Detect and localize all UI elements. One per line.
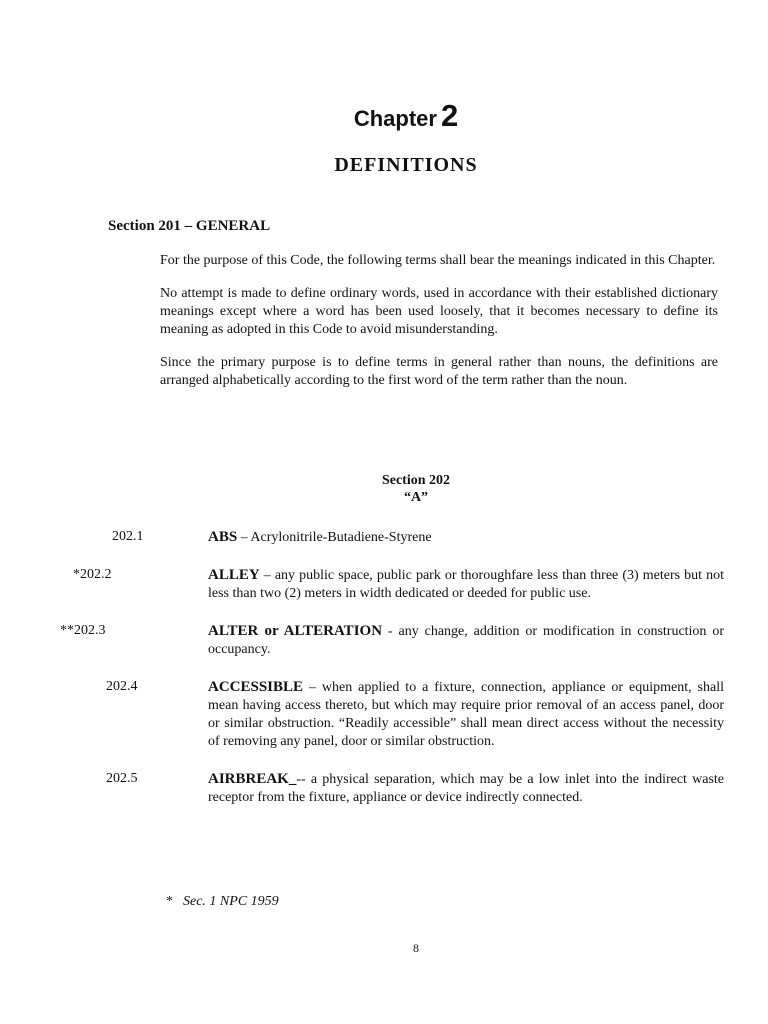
section-201-title: Section 201 – GENERAL [108, 218, 271, 234]
definition-body [208, 566, 724, 603]
definition-term: ALTER or ALTERATION [208, 623, 383, 639]
definition-number: 202.1 [112, 529, 144, 544]
definitions-heading: DEFINITIONS [334, 154, 478, 176]
definition-item [60, 678, 724, 751]
chapter-label: Chapter [353, 106, 437, 131]
definition-text: – any public space, public park or thoroughfare less than three (3) meters but not less than two (2) meters in width dedicated or deeded for public use. [208, 568, 724, 601]
definition-item [60, 566, 724, 603]
definition-term: ACCESSIBLE [208, 679, 304, 695]
section-202-heading [0, 472, 768, 506]
definition-item [60, 528, 724, 547]
footnote-text: Sec. 1 NPC 1959 [183, 894, 279, 909]
intro-paragraph: Since the primary purpose is to define terms in general rather than nouns, the definitions are arranged alphabetically according to the first word of the term rather than the noun. [160, 355, 718, 388]
definition-number: 202.5 [106, 771, 138, 786]
definition-body [208, 770, 724, 807]
section-202-letter: “A” [403, 490, 429, 505]
section-202-title: Section 202 [381, 473, 451, 488]
page-number: 8 [413, 941, 419, 955]
intro-paragraph: No attempt is made to define ordinary words, used in accordance with their established dictionary meanings except where a word has been used loosely, that it becomes necessary to define its meaning as adopted in this Code to avoid misunderstanding. [160, 286, 718, 337]
definition-term: ABS [208, 529, 238, 545]
definition-body [208, 678, 724, 751]
chapter-number: 2 [440, 98, 459, 133]
definition-number: 202.4 [106, 679, 138, 694]
definition-term: ALLEY [208, 567, 260, 583]
definition-item [60, 770, 724, 807]
definition-text: – when applied to a fixture, connection, appliance or equipment, shall mean having access thereto, but which may require prior removal of an access panel, door or similar obstruction. “Readily accessible” shall mean direct access without the necessity of removing any panel, door or similar obstruction. [208, 680, 724, 749]
definitions-list [60, 528, 724, 826]
footnote [166, 893, 279, 911]
definition-number: **202.3 [60, 623, 106, 638]
footnote-marker: * [166, 894, 173, 909]
definition-text: -- a physical separation, which may be a low inlet into the indirect waste receptor from the fixture, appliance or device indirectly connected. [208, 772, 724, 805]
definition-body [208, 622, 724, 659]
definition-body [208, 528, 724, 547]
definition-text: – Acrylonitrile-Butadiene-Styrene [237, 530, 432, 545]
definition-term: AIRBREAK_ [208, 771, 297, 787]
definition-item [60, 622, 724, 659]
intro-paragraph: For the purpose of this Code, the following terms shall bear the meanings indicated in this Chapter. [160, 253, 716, 268]
section-201-body [160, 252, 718, 405]
definition-text: - any change, addition or modification in construction or occupancy. [208, 624, 724, 657]
chapter-title [0, 96, 768, 139]
definition-number: *202.2 [73, 567, 112, 582]
